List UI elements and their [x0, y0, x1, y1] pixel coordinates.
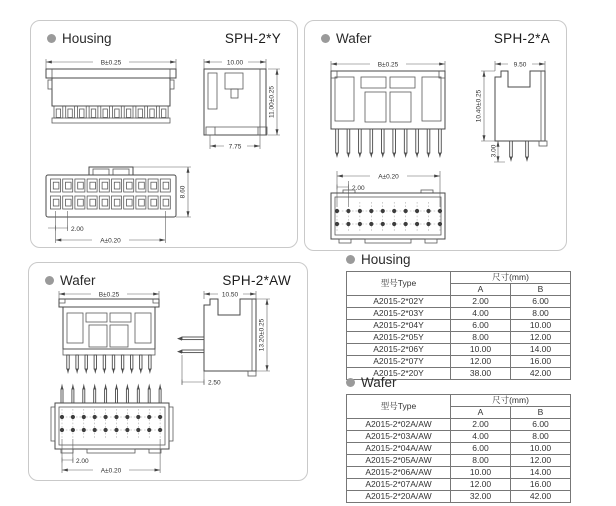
dim-label-b: B±0.25 [100, 59, 122, 67]
col-header-type: 型号Type [347, 395, 451, 419]
table-cell: 10.00 [451, 344, 511, 356]
housing-table-section [346, 252, 574, 380]
table-row [347, 431, 571, 443]
table-cell: A2015-2*20Y [347, 368, 451, 380]
table-cell: 42.00 [511, 491, 571, 503]
table-row [347, 296, 571, 308]
wafer-a-technical-drawing [305, 21, 566, 250]
table-cell: 14.00 [511, 344, 571, 356]
table-cell: A2015-2*05Y [347, 332, 451, 344]
table-cell: A2015-2*02Y [347, 296, 451, 308]
dim-label-side-height: 10.40±0.25 [475, 89, 483, 123]
table-row [347, 356, 571, 368]
col-header-b: B [511, 284, 571, 296]
table-row [347, 320, 571, 332]
table-cell: A2015-2*06A/AW [347, 467, 451, 479]
housing-spec-table [346, 271, 571, 380]
col-header-a: A [451, 407, 511, 419]
table-cell: 12.00 [451, 356, 511, 368]
table-cell: 32.00 [451, 491, 511, 503]
col-header-type: 型号Type [347, 272, 451, 296]
table-row [347, 332, 571, 344]
col-header-size: 尺寸(mm) [451, 395, 571, 407]
housing-table-heading [346, 252, 574, 267]
table-cell: 6.00 [511, 419, 571, 431]
table-cell: 16.00 [511, 479, 571, 491]
table-cell: 10.00 [511, 320, 571, 332]
dim-label-a: A±0.20 [378, 173, 399, 181]
table-row [347, 491, 571, 503]
col-header-b: B [511, 407, 571, 419]
dim-label-side-bottom: 7.75 [228, 143, 242, 151]
wafer-aw-technical-drawing [29, 263, 307, 480]
dim-label-side-height: 13.20±0.25 [258, 318, 266, 352]
table-cell: 16.00 [511, 356, 571, 368]
panel-title-label: Wafer [336, 31, 372, 46]
table-cell: 4.00 [451, 308, 511, 320]
table-cell: 6.00 [451, 320, 511, 332]
panel-title-label: Wafer [60, 273, 96, 288]
part-number-sph2a: SPH-2*A [493, 31, 550, 46]
dim-label-a: A±0.20 [100, 237, 121, 245]
table-cell: 8.00 [511, 308, 571, 320]
housing-panel [30, 20, 298, 248]
dim-label-offset: 2.50 [208, 379, 221, 387]
wafer-spec-table [346, 394, 571, 503]
table-heading-label: Wafer [361, 375, 397, 390]
table-cell: 14.00 [511, 467, 571, 479]
wafer-a-panel [304, 20, 567, 251]
table-cell: 10.00 [451, 467, 511, 479]
table-row [347, 479, 571, 491]
dim-label-b: B±0.25 [98, 291, 120, 299]
panel-title-label: Housing [62, 31, 112, 46]
table-row [347, 344, 571, 356]
part-number-sph2y: SPH-2*Y [224, 31, 281, 46]
table-cell: 12.00 [511, 455, 571, 467]
dim-label-pitch: 2.00 [352, 184, 365, 192]
col-header-a: A [451, 284, 511, 296]
table-cell: 12.00 [451, 479, 511, 491]
dim-label-side-width: 10.50 [221, 291, 239, 299]
dim-label-side-width: 9.50 [513, 61, 527, 69]
table-cell: 8.00 [451, 332, 511, 344]
table-cell: A2015-2*07Y [347, 356, 451, 368]
dim-label-body-height: 8.60 [179, 185, 187, 199]
dim-label-side-width: 10.00 [226, 59, 244, 67]
wafer-aw-panel [28, 262, 308, 481]
table-cell: A2015-2*02A/AW [347, 419, 451, 431]
table-row [347, 419, 571, 431]
table-row [347, 455, 571, 467]
wafer-table-section [346, 375, 574, 503]
table-cell: A2015-2*20A/AW [347, 491, 451, 503]
table-cell: 2.00 [451, 296, 511, 308]
table-cell: A2015-2*03Y [347, 308, 451, 320]
dim-label-pitch: 2.00 [71, 225, 84, 233]
part-number-sph2aw: SPH-2*AW [222, 273, 291, 288]
table-cell: 8.00 [511, 431, 571, 443]
table-heading-label: Housing [361, 252, 411, 267]
table-row [347, 467, 571, 479]
table-cell: A2015-2*04A/AW [347, 443, 451, 455]
table-cell: 10.00 [511, 443, 571, 455]
dim-label-pitch: 2.00 [76, 457, 89, 465]
housing-technical-drawing [31, 21, 297, 247]
table-cell: A2015-2*04Y [347, 320, 451, 332]
wafer-table-heading [346, 375, 574, 390]
bullet-icon [346, 255, 355, 264]
table-cell: 42.00 [511, 368, 571, 380]
table-cell: A2015-2*05A/AW [347, 455, 451, 467]
table-row [347, 443, 571, 455]
col-header-size: 尺寸(mm) [451, 272, 571, 284]
table-cell: 2.00 [451, 419, 511, 431]
dim-label-side-height: 11.00±0.25 [268, 85, 276, 119]
table-row [347, 308, 571, 320]
table-cell: A2015-2*06Y [347, 344, 451, 356]
table-cell: 12.00 [511, 332, 571, 344]
dim-label-b: B±0.25 [377, 61, 399, 69]
table-cell: 38.00 [451, 368, 511, 380]
table-cell: A2015-2*07A/AW [347, 479, 451, 491]
bullet-icon [346, 378, 355, 387]
dim-label-a: A±0.20 [100, 467, 122, 475]
dim-label-pin-length: 3.00 [490, 144, 498, 158]
table-cell: 8.00 [451, 455, 511, 467]
table-cell: 6.00 [511, 296, 571, 308]
table-cell: A2015-2*03A/AW [347, 431, 451, 443]
table-cell: 4.00 [451, 431, 511, 443]
table-cell: 6.00 [451, 443, 511, 455]
